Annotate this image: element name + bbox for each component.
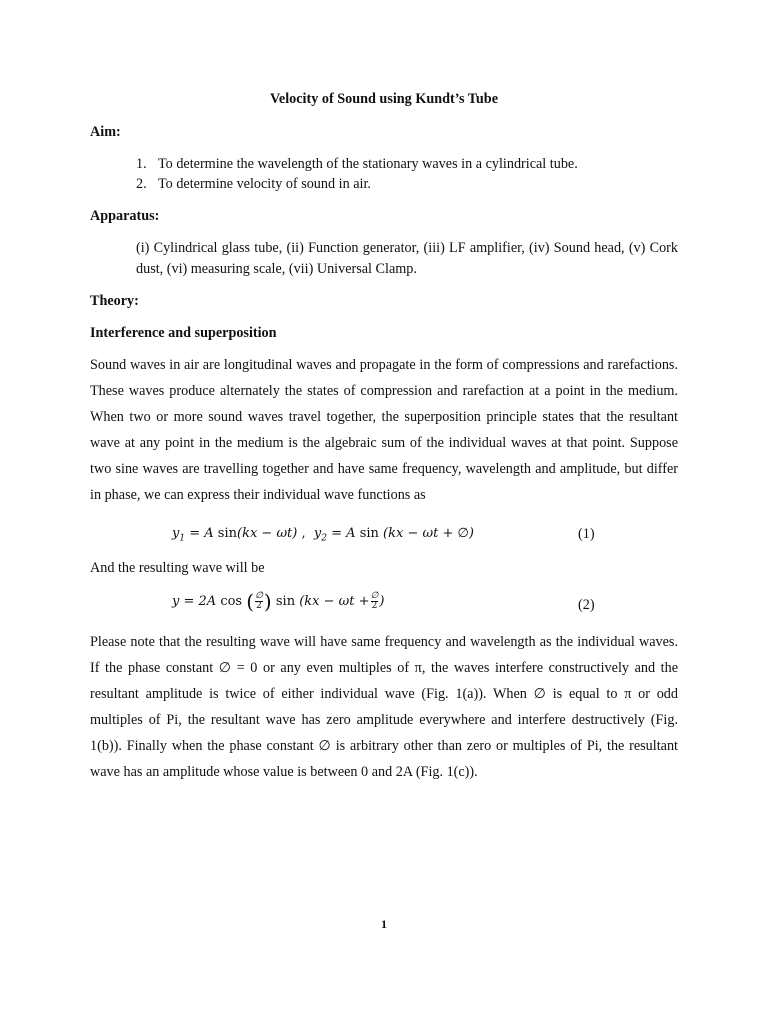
aim-heading: Aim: <box>90 124 121 140</box>
page-title: Velocity of Sound using Kundt’s Tube <box>269 91 498 107</box>
theory-paragraph-1: Sound waves in air are longitudinal waves and propagate in the form of compressions and rarefactions. These waves produce alternately the states of compression and rarefaction at a point in the medium. When two or more sound waves travel together, the superposition principle states that the resultant wave at any point in the medium is the algebraic sum of the individual waves at that point. Suppose two sine waves are travelling together and have same frequency, wavelength and amplitude, but differ in phase, we can express their individual wave functions as <box>90 357 678 503</box>
equation-1: $y_1 = A$ sin(kx − ωt) , $y_2 = A$ sin (kx − ωt + ∅) <box>172 526 474 544</box>
aim-item-2-text: To determine velocity of sound in air. <box>158 176 371 192</box>
equation-1-number: (1) <box>578 526 595 542</box>
page-number: 1 <box>381 917 387 931</box>
theory-heading: Theory: <box>90 293 139 309</box>
aim-item-1 <box>136 156 578 173</box>
aim-item-1-number: 1. <box>136 156 147 172</box>
aim-item-1-text: To determine the wavelength of the stationary waves in a cylindrical tube. <box>158 156 578 172</box>
theory-paragraph-2: Please note that the resulting wave will have same frequency and wavelength as the individual waves. If the phase constant ∅ = 0 or any even multiples of π, the waves interfere constructively and the resultant amplitude is twice of either individual wave (Fig. 1(a)). When ∅ is equal to π or odd multiples of Pi, the resultant wave has zero amplitude everywhere and interfere destructively (Fig. 1(b)). Finally when the phase constant ∅ is arbitrary other than zero or multiples of Pi, the resultant wave has an amplitude whose value is between 0 and 2A (Fig. 1(c)). <box>90 634 678 780</box>
apparatus-text: (i) Cylindrical glass tube, (ii) Function generator, (iii) LF amplifier, (iv) Sound head, (v) Cork dust, (vi) measuring scale, (vii) Universal Clamp. <box>136 240 678 277</box>
equation-2: y = 2A cos ( $\frac{\emptyset}{2}$ ) sin (kx − ωt + $\frac{\emptyset}{2}$ ) <box>172 589 385 614</box>
apparatus-heading: Apparatus: <box>90 208 160 224</box>
equation-2-number: (2) <box>578 597 595 613</box>
between-equations-text: And the resulting wave will be <box>90 560 265 576</box>
aim-item-2 <box>136 176 371 193</box>
subheading-interference: Interference and superposition <box>90 325 277 341</box>
aim-item-2-number: 2. <box>136 176 147 192</box>
